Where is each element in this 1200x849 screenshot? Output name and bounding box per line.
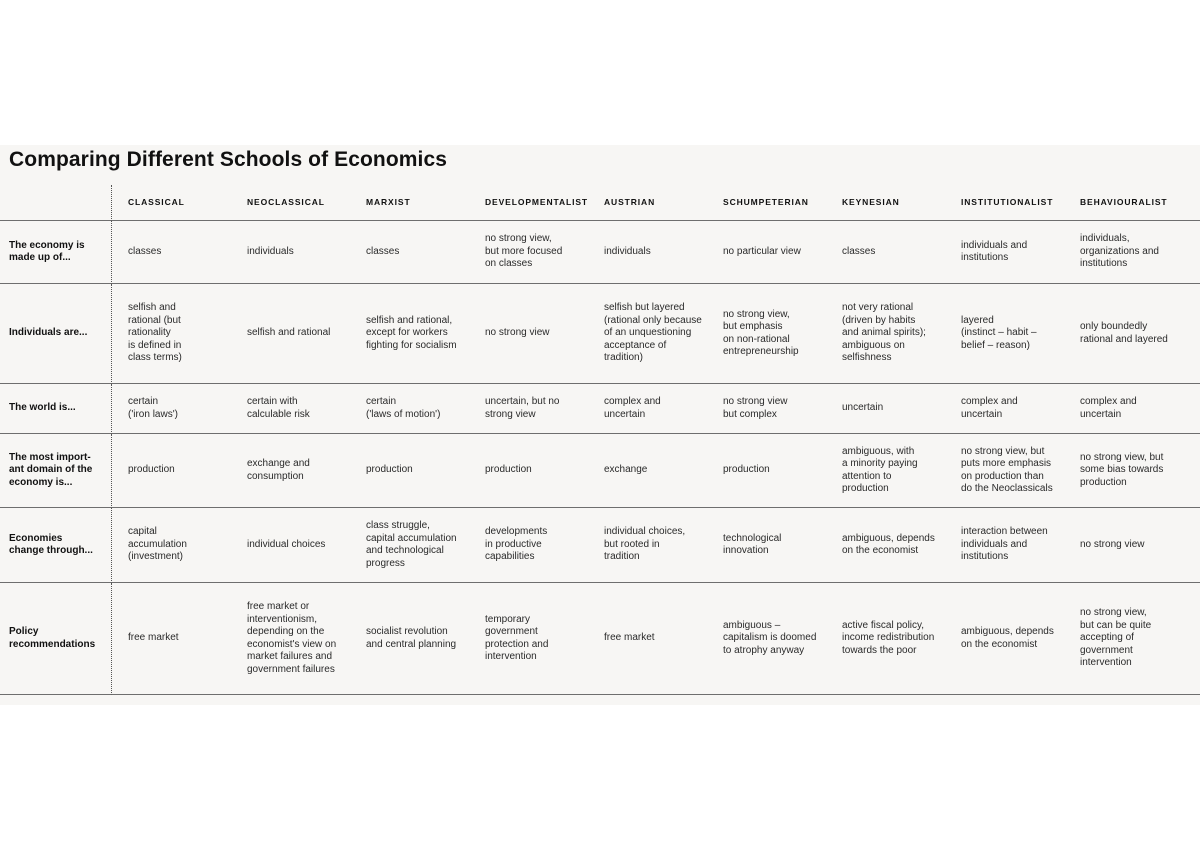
table-cell-text: classes bbox=[128, 245, 162, 257]
table-cell-text: classes bbox=[842, 245, 876, 257]
table-cell-neoclassical bbox=[231, 434, 350, 508]
table-cell-marxist bbox=[350, 221, 469, 284]
column-header-austrian bbox=[588, 185, 707, 221]
row-header bbox=[0, 508, 112, 583]
table-cell-text: production bbox=[128, 464, 175, 476]
table-cell-text: class struggle, capital accumulation and technological progress bbox=[366, 520, 457, 569]
row-header-label: The most import- ant domain of the economy is... bbox=[9, 451, 93, 488]
column-header-institutionalist bbox=[945, 185, 1064, 221]
row-header-label: Individuals are... bbox=[9, 327, 88, 339]
table-cell-text: individuals bbox=[604, 245, 651, 257]
row-header-label: Economies change through... bbox=[9, 532, 93, 556]
table-cell-text: complex and uncertain bbox=[604, 396, 661, 420]
table-cell-text: ambiguous, with a minority paying attention to production bbox=[842, 445, 918, 494]
table-cell-developmentalist bbox=[469, 583, 588, 695]
table-cell-neoclassical bbox=[231, 508, 350, 583]
table-cell-institutionalist bbox=[945, 221, 1064, 284]
table-cell-schumpeterian bbox=[707, 384, 826, 434]
table-cell-keynesian bbox=[826, 284, 945, 384]
table-cell-text: certain ('laws of motion') bbox=[366, 396, 441, 420]
column-header-marxist bbox=[350, 185, 469, 221]
table-cell-keynesian bbox=[826, 508, 945, 583]
table-cell-text: production bbox=[485, 464, 532, 476]
table-cell-text: individuals, organizations and institutions bbox=[1080, 233, 1159, 270]
table-cell-text: free market bbox=[128, 632, 179, 644]
column-header-label: DEVELOPMENTALIST bbox=[485, 197, 589, 208]
table-cell-marxist bbox=[350, 508, 469, 583]
table-cell-neoclassical bbox=[231, 284, 350, 384]
table-cell-text: individuals bbox=[247, 245, 294, 257]
table-cell-classical bbox=[112, 508, 231, 583]
table-cell-text: ambiguous, depends on the economist bbox=[842, 532, 935, 556]
table-cell-text: technological innovation bbox=[723, 532, 782, 556]
table-cell-text: uncertain, but no strong view bbox=[485, 396, 560, 420]
table-cell-neoclassical bbox=[231, 221, 350, 284]
table-cell-schumpeterian bbox=[707, 221, 826, 284]
table-cell-text: ambiguous – capitalism is doomed to atrophy anyway bbox=[723, 619, 817, 656]
row-header bbox=[0, 583, 112, 695]
table-cell-text: individuals and institutions bbox=[961, 239, 1028, 263]
table-cell-text: individual choices bbox=[247, 538, 326, 550]
column-header-classical bbox=[112, 185, 231, 221]
column-header-developmentalist bbox=[469, 185, 588, 221]
row-header bbox=[0, 221, 112, 284]
column-header-keynesian bbox=[826, 185, 945, 221]
table-cell-text: complex and uncertain bbox=[961, 396, 1018, 420]
table-cell-keynesian bbox=[826, 434, 945, 508]
table-cell-text: production bbox=[366, 464, 413, 476]
table-cell-text: uncertain bbox=[842, 402, 884, 414]
table-cell-institutionalist bbox=[945, 284, 1064, 384]
table-cell-text: exchange and consumption bbox=[247, 458, 310, 482]
table-cell-austrian bbox=[588, 508, 707, 583]
table-cell-behaviouralist bbox=[1064, 583, 1200, 695]
column-header-label: MARXIST bbox=[366, 197, 411, 208]
table-cell-schumpeterian bbox=[707, 284, 826, 384]
column-header-behaviouralist bbox=[1064, 185, 1200, 221]
table-cell-text: temporary government protection and intervention bbox=[485, 613, 549, 662]
table-cell-behaviouralist bbox=[1064, 384, 1200, 434]
table-cell-behaviouralist bbox=[1064, 284, 1200, 384]
table-cell-developmentalist bbox=[469, 284, 588, 384]
table-cell-neoclassical bbox=[231, 583, 350, 695]
table-cell-text: no strong view bbox=[1080, 538, 1145, 550]
table-cell-text: classes bbox=[366, 245, 400, 257]
table-cell-behaviouralist bbox=[1064, 221, 1200, 284]
table-cell-marxist bbox=[350, 284, 469, 384]
table-cell-text: interaction between individuals and institutions bbox=[961, 526, 1048, 563]
table-cell-marxist bbox=[350, 434, 469, 508]
table-cell-developmentalist bbox=[469, 221, 588, 284]
table-cell-text: selfish but layered (rational only because of an unquestioning acceptance of tradition) bbox=[604, 302, 702, 364]
table-cell-neoclassical bbox=[231, 384, 350, 434]
table-cell-text: complex and uncertain bbox=[1080, 396, 1137, 420]
table-cell-marxist bbox=[350, 583, 469, 695]
row-header-label: Policy recommendations bbox=[9, 626, 96, 650]
column-header-label: INSTITUTIONALIST bbox=[961, 197, 1054, 208]
table-cell-classical bbox=[112, 583, 231, 695]
table-cell-text: no particular view bbox=[723, 245, 801, 257]
table-cell-text: selfish and rational (but rationality is defined in class terms) bbox=[128, 302, 182, 364]
table-cell-developmentalist bbox=[469, 508, 588, 583]
table-title: Comparing Different Schools of Economics bbox=[9, 148, 448, 171]
table-cell-text: no strong view bbox=[485, 327, 550, 339]
table-cell-institutionalist bbox=[945, 434, 1064, 508]
table-cell-schumpeterian bbox=[707, 583, 826, 695]
table-cell-text: socialist revolution and central planning bbox=[366, 626, 457, 650]
table-cell-schumpeterian bbox=[707, 508, 826, 583]
table-cell-text: no strong view, but more focused on classes bbox=[485, 233, 563, 270]
table-cell-text: certain with calculable risk bbox=[247, 396, 310, 420]
table-cell-austrian bbox=[588, 384, 707, 434]
table-cell-classical bbox=[112, 284, 231, 384]
table-cell-behaviouralist bbox=[1064, 434, 1200, 508]
table-cell-text: layered (instinct – habit – belief – reason) bbox=[961, 314, 1037, 351]
table-cell-classical bbox=[112, 221, 231, 284]
comparison-sheet bbox=[0, 145, 1200, 705]
table-cell-text: no strong view but complex bbox=[723, 396, 788, 420]
table-cell-institutionalist bbox=[945, 583, 1064, 695]
table-cell-schumpeterian bbox=[707, 434, 826, 508]
table-cell-text: only boundedly rational and layered bbox=[1080, 321, 1168, 345]
table-cell-text: developments in productive capabilities bbox=[485, 526, 548, 563]
table-cell-text: no strong view, but emphasis on non-rational entrepreneurship bbox=[723, 308, 799, 357]
table-cell-text: free market bbox=[604, 632, 655, 644]
table-cell-keynesian bbox=[826, 384, 945, 434]
table-cell-text: capital accumulation (investment) bbox=[128, 526, 187, 563]
row-header bbox=[0, 384, 112, 434]
table-cell-developmentalist bbox=[469, 384, 588, 434]
table-cell-classical bbox=[112, 384, 231, 434]
table-cell-text: active fiscal policy, income redistribution towards the poor bbox=[842, 619, 935, 656]
table-cell-developmentalist bbox=[469, 434, 588, 508]
table-cell-text: ambiguous, depends on the economist bbox=[961, 626, 1054, 650]
column-header-schumpeterian bbox=[707, 185, 826, 221]
table-cell-institutionalist bbox=[945, 508, 1064, 583]
comparison-table bbox=[0, 185, 1200, 695]
table-cell-marxist bbox=[350, 384, 469, 434]
column-header-label: AUSTRIAN bbox=[604, 197, 656, 208]
table-cell-austrian bbox=[588, 221, 707, 284]
table-cell-keynesian bbox=[826, 583, 945, 695]
row-header-label: The economy is made up of... bbox=[9, 239, 85, 263]
table-cell-text: selfish and rational bbox=[247, 327, 331, 339]
table-cell-text: no strong view, but puts more emphasis on production than do the Neoclassicals bbox=[961, 445, 1053, 494]
column-header-label: SCHUMPETERIAN bbox=[723, 197, 809, 208]
table-cell-text: production bbox=[723, 464, 770, 476]
table-cell-austrian bbox=[588, 284, 707, 384]
table-cell-text: certain ('iron laws') bbox=[128, 396, 178, 420]
row-header bbox=[0, 434, 112, 508]
header-corner bbox=[0, 185, 112, 221]
column-header-label: CLASSICAL bbox=[128, 197, 185, 208]
table-cell-text: no strong view, but some bias towards production bbox=[1080, 451, 1164, 488]
column-header-neoclassical bbox=[231, 185, 350, 221]
table-cell-text: free market or interventionism, depending on the economist's view on market failures and government failures bbox=[247, 601, 337, 675]
column-header-label: NEOCLASSICAL bbox=[247, 197, 325, 208]
table-cell-text: not very rational (driven by habits and animal spirits); ambiguous on selfishness bbox=[842, 302, 926, 364]
table-cell-text: no strong view, but can be quite accepting of government intervention bbox=[1080, 607, 1152, 669]
table-cell-austrian bbox=[588, 434, 707, 508]
table-cell-text: exchange bbox=[604, 464, 648, 476]
table-cell-classical bbox=[112, 434, 231, 508]
table-cell-text: individual choices, but rooted in tradition bbox=[604, 526, 686, 563]
table-cell-text: selfish and rational, except for workers fighting for socialism bbox=[366, 314, 457, 351]
column-header-label: BEHAVIOURALIST bbox=[1080, 197, 1168, 208]
table-cell-keynesian bbox=[826, 221, 945, 284]
table-cell-institutionalist bbox=[945, 384, 1064, 434]
row-header-label: The world is... bbox=[9, 402, 76, 414]
column-header-label: KEYNESIAN bbox=[842, 197, 900, 208]
row-header bbox=[0, 284, 112, 384]
table-cell-behaviouralist bbox=[1064, 508, 1200, 583]
table-cell-austrian bbox=[588, 583, 707, 695]
